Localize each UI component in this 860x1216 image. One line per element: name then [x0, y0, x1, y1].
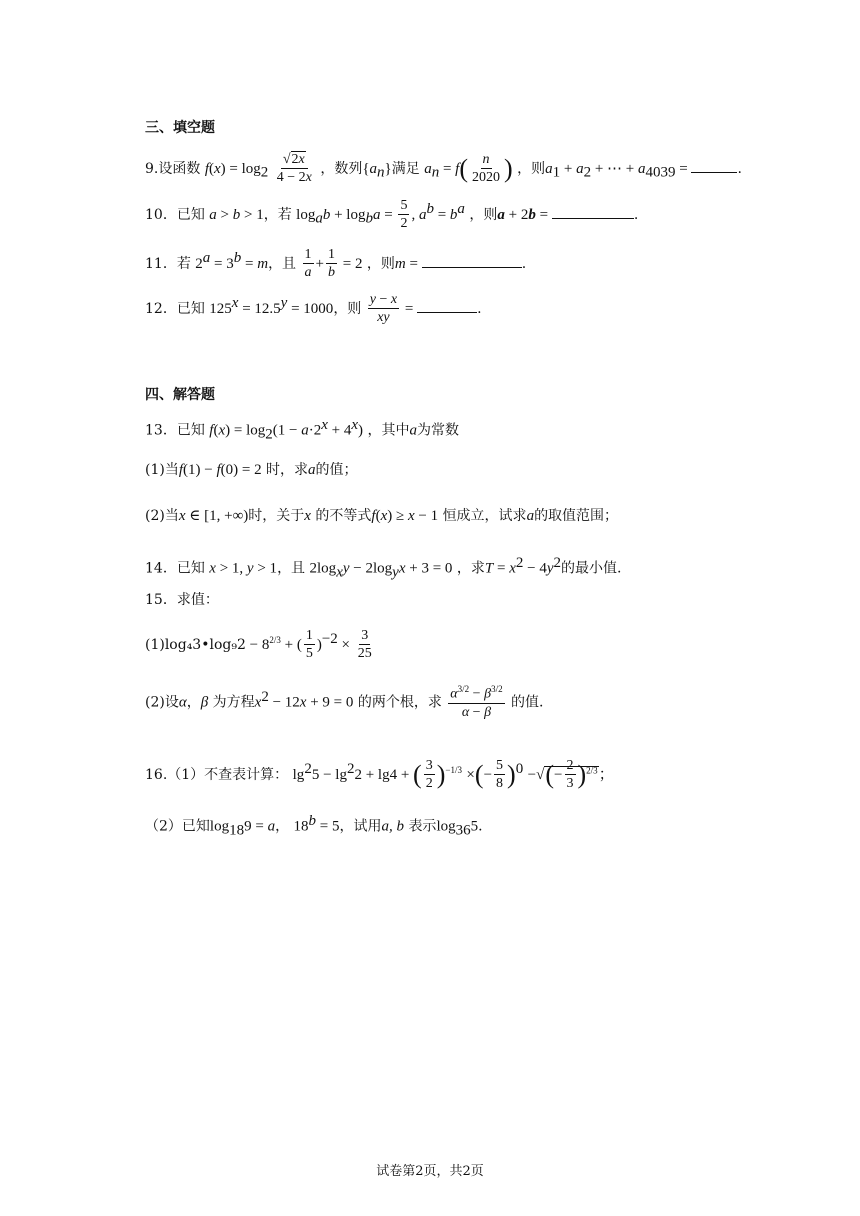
- question-16-part-2: （2）已知$\log_{18}9 = a$， $18^b = 5$，试用a, b 表示$\log_{36}5$.: [145, 813, 483, 839]
- answer-blank[interactable]: [417, 300, 477, 313]
- question-15-part-1: (1)log₄3•log₉2 − $8^{2/3}$ + ( $\frac{1}{5}$ )$^{-2}$ × $\frac{3}{25}$: [145, 628, 372, 662]
- answer-blank[interactable]: [552, 206, 634, 219]
- question-13-part-2: (2)当x ∈ [1, +∞)时，关于x 的不等式f(x) ≥ x − 1 恒成立，试求a的取值范围；: [145, 508, 619, 524]
- question-16-part-1: 16.（1）不查表计算： $\lg^25 - \lg^22 + \lg 4$ + ( $\frac{3}{2}$ )$^{-1/3}$ ×(− $\frac{5}{8}$ )$^0$ −√(− $\frac{2}{3}$ )$^{2/3}$；: [145, 758, 614, 792]
- question-15-part-2: (2)设α，β 为方程$x^2 - 12x + 9 = 0$ 的两个根，求 $\frac{\alpha^{3/2} - \beta^{3/2}}{\alpha - \beta}$ 的值.: [145, 684, 544, 721]
- question-13: 13．已知 $f(x) = \log_2(1 - a\cdot 2^x + 4^x)$ ，其中a为常数: [145, 417, 459, 443]
- question-12: 12．已知 $125^x = 12.5^y = 1000$，则 $\frac{y - x}{xy}$ = .: [145, 292, 482, 326]
- question-11: 11．若 $2^a = 3^b = m$，且 $\frac{1}{a}$ + $\frac{1}{b}$ = 2 ，则m = .: [145, 247, 527, 281]
- section-title-fill-in: 三、填空题: [145, 120, 215, 136]
- question-14: 14．已知 x > 1, y > 1，且 $2\log_xy - 2\log_yx + 3 = 0$ ，求$T = x^2 - 4y^2$的最小值.: [145, 555, 622, 581]
- question-10: 10．已知 a > b > 1，若 $\log_ab + \log_ba$ = $\frac{5}{2}$ , $a^b = b^a$ ，则a + 2b = .: [145, 198, 639, 232]
- question-13-part-1: (1)当f(1) − f(0) = 2 时，求a的值；: [145, 462, 358, 478]
- answer-blank[interactable]: [422, 255, 522, 268]
- section-title-answer: 四、解答题: [145, 387, 215, 403]
- question-15: 15．求值：: [145, 592, 219, 608]
- answer-blank[interactable]: [691, 160, 737, 173]
- question-9: 9.设函数 $f(x) = \log_2$ $\frac{√2x}{4 - 2x}$ ，数列$\{a_n\}$满足 $a_n = f$( $\frac{n}{2020}$ ) ，则$a_1 + a_2$ + ⋯ + $a_{4039}$ = .: [145, 152, 742, 186]
- page-footer: 试卷第2页，共2页: [376, 1164, 484, 1179]
